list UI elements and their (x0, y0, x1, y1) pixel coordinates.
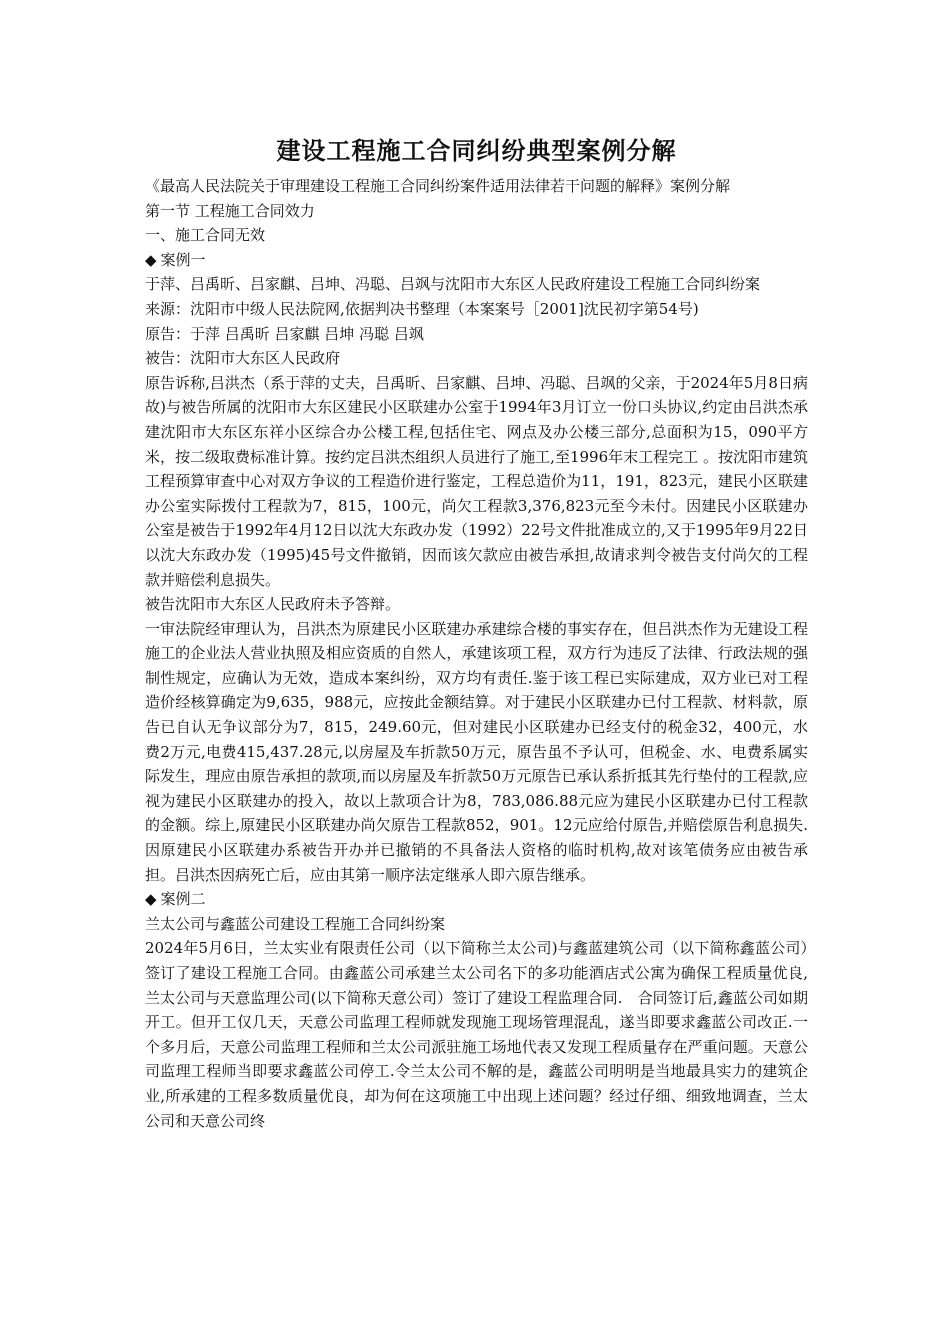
document-page (145, 134, 808, 1133)
paragraph-case-two-facts: 2024年5月6日，兰太实业有限责任公司（以下简称兰太公司)与鑫蓝建筑公司（以下简称鑫蓝公司）签订了建设工程施工合同。由鑫蓝公司承建兰太公司名下的多功能酒店式公寓为确保工程质量优良,兰太公司与天意监理公司(以下简称天意公司）签订了建设工程监理合同. 合同签订后,鑫蓝公司如期开工。但开工仅几天，天意公司监理工程师就发现施工现场管理混乱，遂当即要求鑫蓝公司改正.一个多月后，天意公司监理工程师和兰太公司派驻施工场地代表又发现工程质量存在严重问题。天意公司监理工程师当即要求鑫蓝公司停工.令兰太公司不解的是，鑫蓝公司明明是当地最具实力的建筑企业,所承建的工程多数质量优良，却为何在这项施工中出现上述问题？经过仔细、细致地调查，兰太公司和天意公司终 (145, 939, 808, 1130)
paragraph-section-heading: 第一节 工程施工合同效力 (145, 201, 315, 220)
paragraph-plaintiffs: 原告：于萍 吕禹昕 吕家麒 吕坤 冯聪 吕飒 (145, 324, 424, 343)
paragraph-case-two-heading (145, 887, 808, 912)
paragraph-defendant-response: 被告沈阳市大东区人民政府未予答辩。 (145, 595, 401, 614)
case-two-label: 案例二 (160, 890, 206, 909)
paragraph-case-one-title: 于萍、吕禹昕、吕家麒、吕坤、冯聪、吕飒与沈阳市大东区人民政府建设工程施工合同纠纷案 (145, 275, 761, 294)
paragraph-source: 来源：沈阳市中级人民法院网,依据判决书整理（本案案号［2001]沈民初字第54号) (145, 299, 699, 318)
paragraph-defendant: 被告：沈阳市大东区人民政府 (145, 349, 341, 368)
diamond-bullet-icon: ◆ (145, 890, 157, 909)
case-one-label: 案例一 (160, 250, 206, 269)
document-title: 建设工程施工合同纠纷典型案例分解 (276, 137, 677, 165)
paragraph-subtitle: 《最高人民法院关于审理建设工程施工合同纠纷案件适用法律若干问题的解释》案例分解 (145, 177, 731, 195)
paragraph-subsection-heading: 一、施工合同无效 (145, 226, 266, 245)
paragraph-plaintiff-claim: 原告诉称,吕洪杰（系于萍的丈夫，吕禹昕、吕家麒、吕坤、冯聪、吕飒的父亲，于2024年5月8日病故)与被告所属的沈阳市大东区建民小区联建办公室于1994年3月订立一份口头协议,约定由吕洪杰承建沈阳市大东区东祥小区综合办公楼工程,包括住宅、网点及办公楼三部分,总面积为15，090平方米，按二级取费标准计算。按约定吕洪杰组织人员进行了施工,至1996年末工程完工 。按沈阳市建筑工程预算审查中心对双方争议的工程造价进行鉴定，工程总造价为11，191，823元，建民小区联建办公室实际拨付工程款为7，815，100元，尚欠工程款3,376,823元至今未付。因建民小区联建办公室是被告于1992年4月12日以沈大东政办发（1992）22号文件批准成立的,又于1995年9月22日以沈大东政办发（1995)45号文件撤销，因而该欠款应由被告承担,故请求判令被告支付尚欠的工程款并赔偿利息损失。 (145, 373, 808, 589)
paragraph-case-one-heading (145, 248, 808, 273)
paragraph-first-instance-ruling: 一审法院经审理认为，吕洪杰为原建民小区联建办承建综合楼的事实存在，但吕洪杰作为无建设工程施工的企业法人营业执照及相应资质的自然人，承建该项工程，双方行为违反了法律、行政法规的强制性规定，应确认为无效，造成本案纠纷，双方均有责任.鉴于该工程已实际建成，双方业已对工程造价经核算确定为9,635，988元，应按此金额结算。对于建民小区联建办已付工程款、材料款，原告已自认无争议部分为7，815，249.60元，但对建民小区联建办已经支付的税金32，400元，水费2万元,电费415,437.28元,以房屋及车折款50万元，原告虽不予认可，但税金、水、电费系属实际发生，理应由原告承担的款项,而以房屋及车折款50万元原告已承认系折抵其先行垫付的工程款,应视为建民小区联建办的投入，故以上款项合计为8，783,086.88元应为建民小区联建办已付工程款的金额。综上,原建民小区联建办尚欠原告工程款852，901。12元应给付原告,并赔偿原告利息损失.因原建民小区联建办系被告开办并已撤销的不具备法人资格的临时机构,故对该笔债务应由被告承担。吕洪杰因病死亡后，应由其第一顺序法定继承人即六原告继承。 (145, 619, 808, 884)
paragraph-case-two-title: 兰太公司与鑫蓝公司建设工程施工合同纠纷案 (145, 914, 446, 933)
diamond-bullet-icon: ◆ (145, 250, 157, 269)
